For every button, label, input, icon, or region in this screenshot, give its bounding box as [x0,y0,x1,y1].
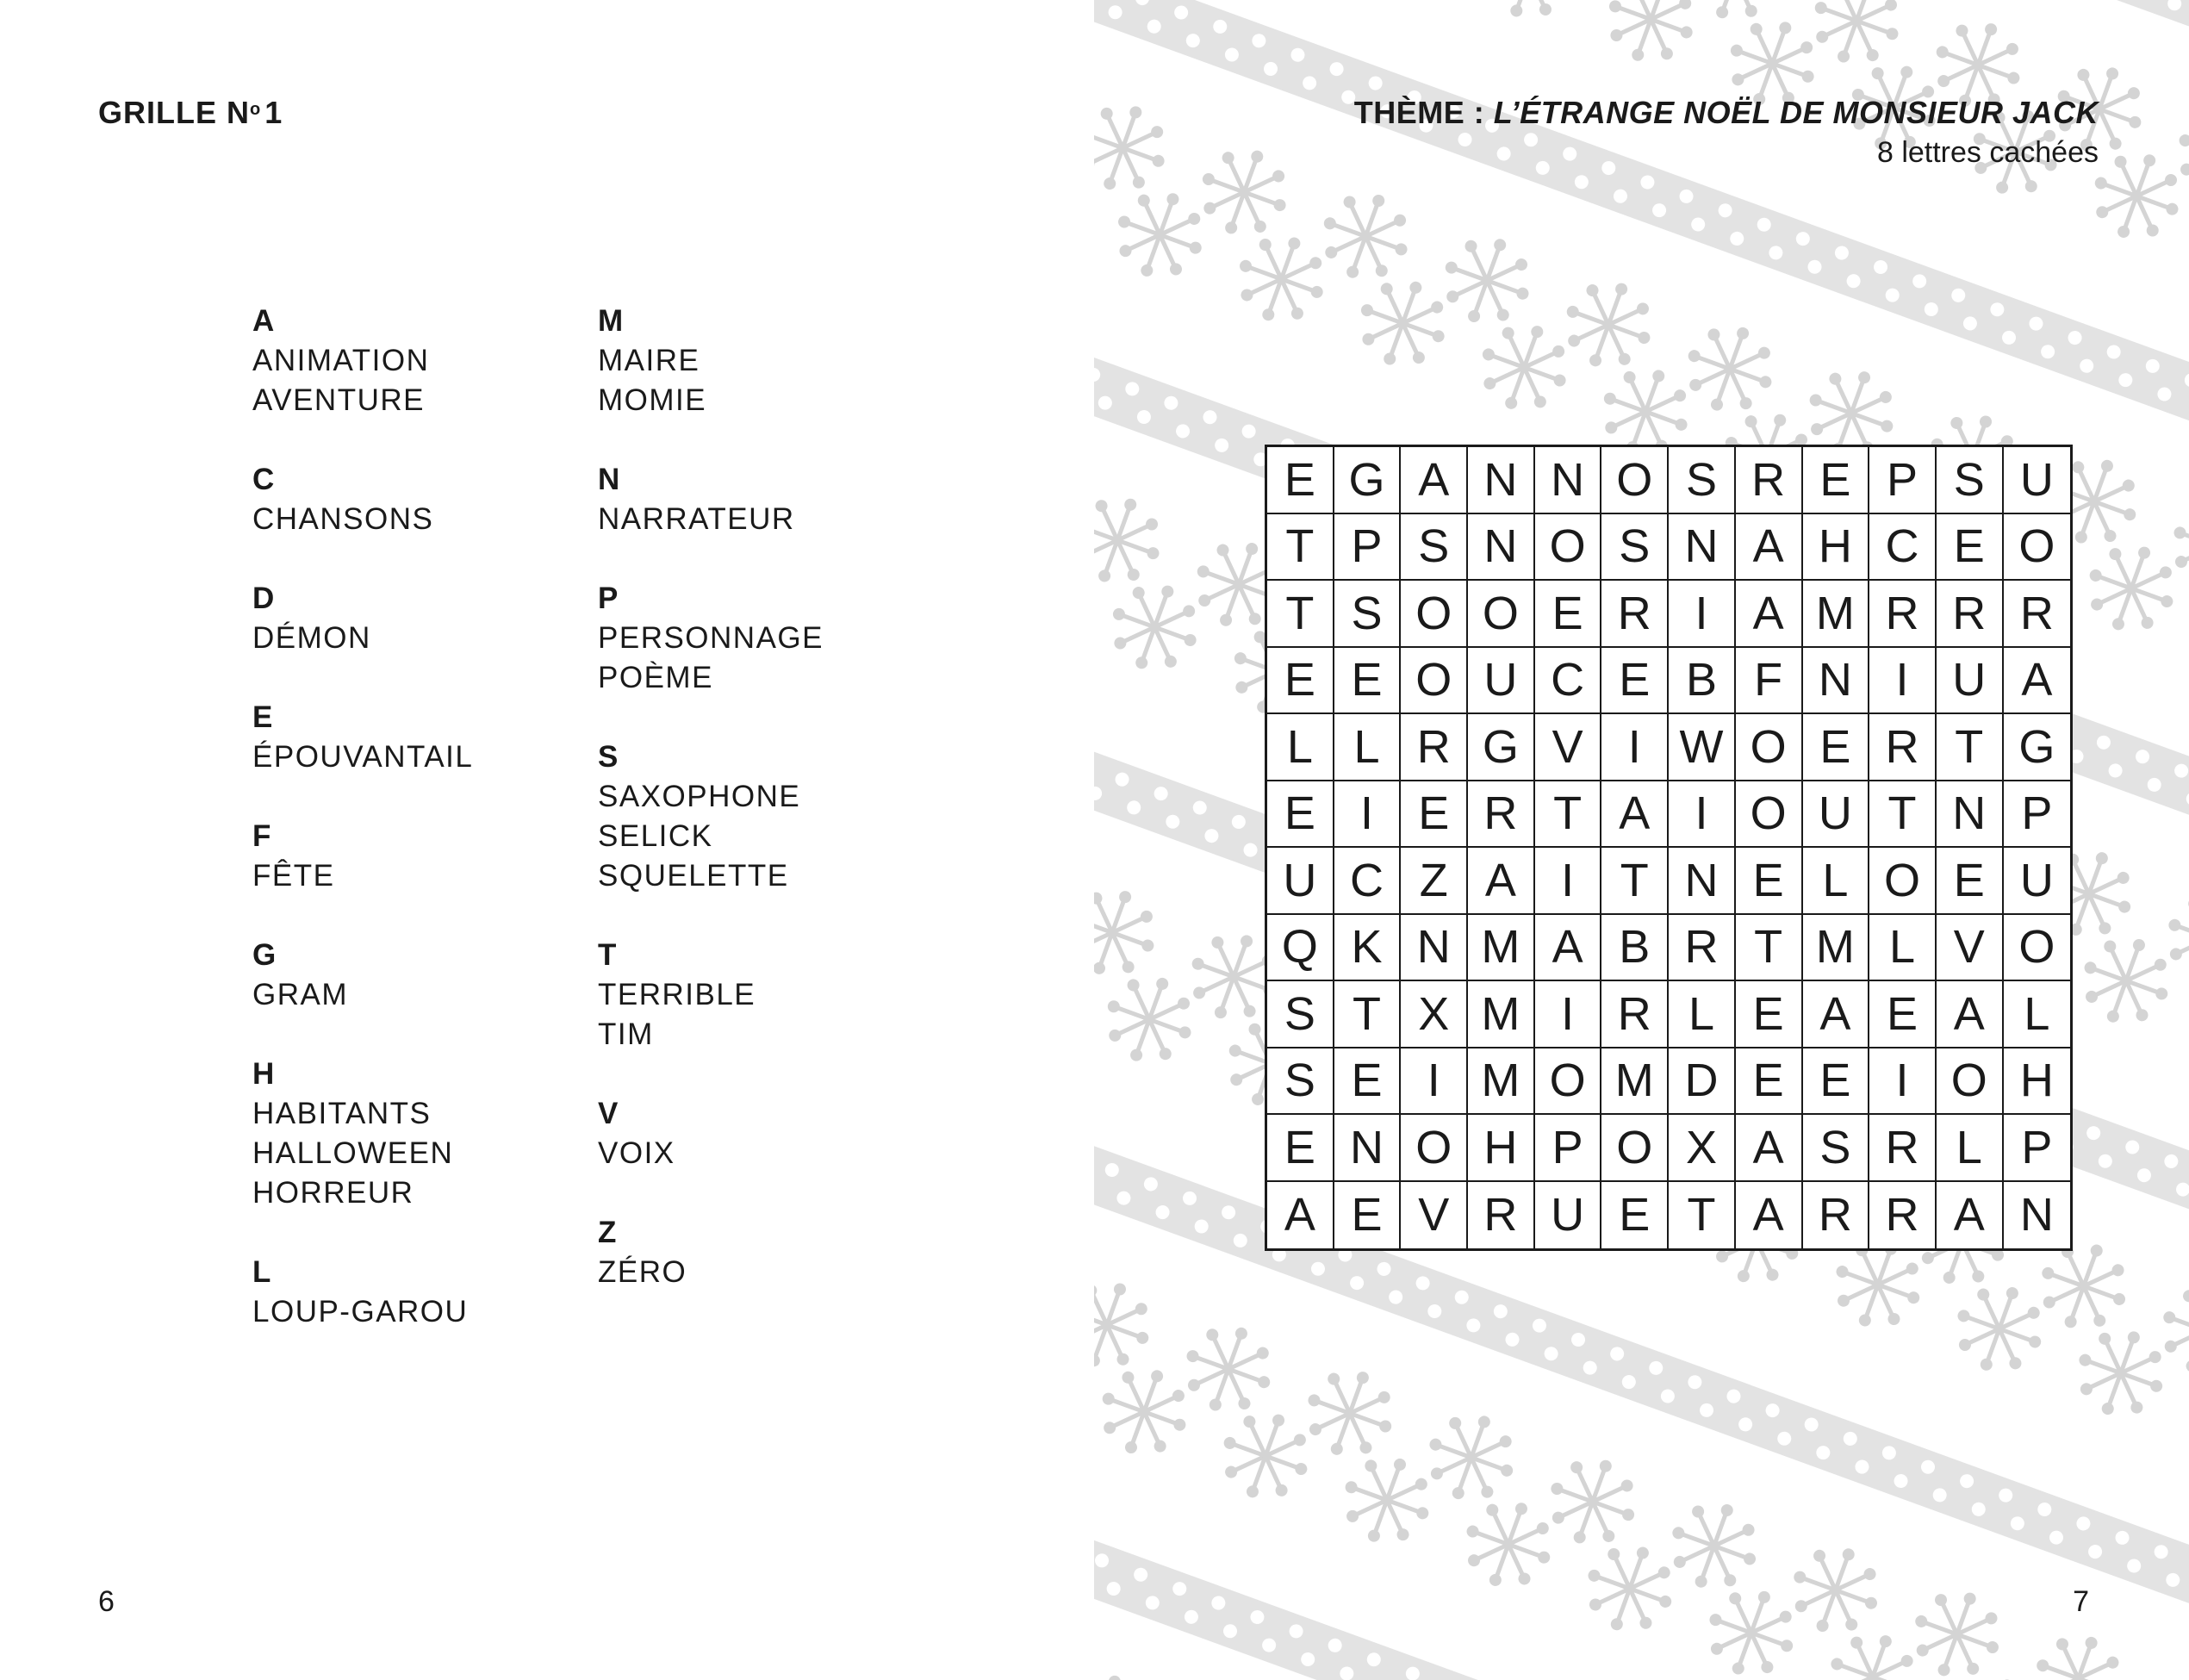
word-item: TERRIBLE [598,978,756,1011]
word-item: ÉPOUVANTAIL [252,740,474,774]
snowflake-icon [1309,180,1422,293]
grid-cell: M [1803,581,1870,648]
word-item: MAIRE [598,344,700,377]
snowflake-icon [1094,1355,1200,1468]
word-group-s [598,737,824,896]
grid-cell: T [1736,915,1803,982]
grid-cell: O [1468,581,1535,648]
grid-cell: E [1869,981,1937,1048]
page-number-left: 6 [98,1585,115,1618]
word-group-c [252,460,473,539]
grid-cell: N [1937,781,2004,849]
grid-cell: I [1869,648,1937,715]
grid-cell: E [1736,1048,1803,1116]
grid-cell: L [2004,981,2071,1048]
snowflake-icon [1468,311,1581,424]
grid-cell: E [1803,447,1870,514]
word-group-e [252,698,473,777]
word-item: NARRATEUR [598,502,795,536]
word-item: SELICK [598,819,713,853]
grid-cell: E [1937,848,2004,915]
grid-cell: N [1535,447,1602,514]
grid-title-prefix: GRILLE N [98,95,250,130]
word-group-h [252,1055,473,1213]
grid-cell: T [1869,781,1937,849]
grid-cell: I [1535,981,1602,1048]
grid-cell: B [1601,915,1669,982]
snowflake-icon [1473,0,1586,31]
grid-cell: I [1535,848,1602,915]
grid-cell: L [1803,848,1870,915]
grid-cell: O [1601,447,1669,514]
word-item: GRAM [252,978,348,1011]
grid-cell: N [1669,514,1736,582]
word-item: FÊTE [252,859,335,893]
grid-cell: L [1937,1115,2004,1182]
word-item: PERSONNAGE [598,621,824,655]
grid-cell: S [1267,1048,1334,1116]
grid-cell: E [1736,981,1803,1048]
snowflake-icon [2186,1361,2189,1474]
word-list-column-2 [598,302,824,1332]
grid-cell: O [2004,514,2071,582]
grid-cell: E [1803,714,1870,781]
snowflake-icon [2154,881,2189,994]
grid-cell: U [1937,648,2004,715]
theme-title: L’ÉTRANGE NOËL DE MONSIEUR JACK [1493,95,2099,130]
snowflake-icon [1225,222,1338,335]
word-group-m [598,302,824,420]
grid-cell: Z [1401,848,1468,915]
snowflake-icon [1104,178,1216,291]
word-group-letter: D [252,582,275,615]
grid-cell: R [1601,581,1669,648]
grid-cell: U [1803,781,1870,849]
word-group-z [598,1213,824,1292]
grid-cell: M [1601,1048,1669,1116]
grid-cell: A [1736,1182,1803,1249]
hidden-letters-count: 8 lettres cachées [1876,136,2099,169]
grid-cell: U [2004,848,2071,915]
grid-cell: R [1601,981,1669,1048]
grid-cell: T [1267,514,1334,582]
word-item: SQUELETTE [598,859,789,893]
grid-cell: E [1334,1048,1402,1116]
grid-cell: U [1267,848,1334,915]
word-item: CHANSONS [252,502,434,536]
grid-cell: R [1736,447,1803,514]
snowflake-icon [1900,1578,2013,1680]
word-group-letter: N [598,463,620,496]
word-group-letter: T [598,938,617,972]
snowflake-icon [1695,1577,1807,1680]
grid-cell: N [1468,514,1535,582]
theme-line [1354,93,2099,133]
word-item: SAXOPHONE [598,780,801,813]
grid-cell: O [1937,1048,2004,1116]
snowflake-icon [2070,924,2183,1037]
snowflake-icon [1094,1268,1163,1381]
word-group-a [252,302,473,420]
word-group-letter: V [598,1097,619,1130]
word-group-letter: G [252,938,277,972]
word-group-t [598,936,824,1055]
grid-cell: S [1937,447,2004,514]
snowflake-icon [1943,1272,2055,1385]
grid-cell: H [1468,1115,1535,1182]
grid-cell: I [1869,1048,1937,1116]
theme-header [1354,93,2099,172]
grid-cell: R [1669,915,1736,982]
word-group-v [598,1094,824,1173]
grid-cell: R [1468,781,1535,849]
grid-cell: E [1267,447,1334,514]
grid-cell: E [1267,781,1334,849]
grid-cell: T [1535,781,1602,849]
word-group-letter: F [252,819,271,853]
grid-cell: H [2004,1048,2071,1116]
grid-cell: E [1601,1182,1669,1249]
snowflake-icon [2149,1274,2189,1387]
grid-cell: Q [1267,915,1334,982]
snowflake-icon [1098,571,1211,684]
snowflake-icon [1452,1488,1565,1601]
grid-cell: P [1869,447,1937,514]
word-item: POÈME [598,661,713,694]
grid-cell: E [1334,1182,1402,1249]
grid-cell: P [1334,514,1402,582]
snowflake-icon [1346,267,1459,380]
snowflake-icon [2064,1316,2177,1429]
grid-cell: A [1267,1182,1334,1249]
grid-cell: A [2004,648,2071,715]
snowflake-icon [1210,1400,1322,1513]
snowflake-icon [1536,1446,1649,1559]
grid-cell: E [1736,848,1803,915]
snowflake-icon [2143,1666,2189,1680]
word-item: HABITANTS [252,1097,432,1130]
grid-cell: P [2004,781,2071,849]
snowflake-icon [2022,1622,2135,1680]
grid-cell: L [1334,714,1402,781]
grid-cell: T [1334,981,1402,1048]
grid-cell: R [1869,581,1937,648]
word-group-g [252,936,473,1015]
grid-cell: O [1401,648,1468,715]
grid-cell: U [1468,648,1535,715]
grid-cell: E [1267,648,1334,715]
word-group-letter: S [598,740,619,774]
word-list-column-1 [252,302,473,1372]
grid-cell: N [1803,648,1870,715]
grid-cell: A [1803,981,1870,1048]
snowflake-icon [1172,1313,1285,1426]
grid-cell: V [1535,714,1602,781]
snowflake-icon [1679,0,1792,33]
snowflake-icon [1657,1490,1770,1602]
left-page [0,0,1094,1680]
grid-cell: E [1267,1115,1334,1182]
snowflake-icon [1188,136,1301,249]
grid-cell: M [1468,1048,1535,1116]
grid-cell: N [1401,915,1468,982]
theme-label: THÈME : [1353,95,1494,130]
word-item: ANIMATION [252,344,430,377]
snowflake-icon [1816,1621,1929,1680]
word-group-f [252,817,473,896]
snowflake-icon [1800,0,1913,78]
word-item: MOMIE [598,383,707,417]
grid-cell: N [1669,848,1736,915]
grid-cell: R [1869,1115,1937,1182]
word-group-d [252,579,473,658]
word-item: ZÉRO [598,1255,687,1289]
grid-cell: X [1401,981,1468,1048]
snowflake-icon [1094,1661,1158,1680]
snowflake-icon [1779,1534,1892,1646]
grid-cell: B [1669,648,1736,715]
snowflake-icon [1094,484,1174,597]
grid-cell: S [1267,981,1334,1048]
snowflake-icon [1573,1533,1686,1646]
grid-cell: O [1535,1048,1602,1116]
snowflake-icon [1331,1444,1444,1557]
grid-cell: O [1535,514,1602,582]
grid-cell: I [1401,1048,1468,1116]
snowflake-icon [2159,489,2189,602]
snowflake-icon [1094,91,1179,204]
grid-cell: G [1468,714,1535,781]
grid-cell: E [1937,514,2004,582]
grid-cell: L [1267,714,1334,781]
grid-title [98,95,283,131]
grid-cell: E [1601,648,1669,715]
snowflake-icon [1552,269,1665,382]
word-item: HORREUR [252,1176,414,1210]
grid-cell: R [1937,581,2004,648]
snowflake-icon [1094,134,1095,247]
grid-cell: O [1401,581,1468,648]
grid-cell: H [1803,514,1870,582]
grid-cell: I [1334,781,1402,849]
grid-cell: O [2004,915,2071,982]
grid-cell: T [1937,714,2004,781]
grid-cell: P [1535,1115,1602,1182]
grid-cell: A [1468,848,1535,915]
word-group-letter: H [252,1057,275,1091]
grid-cell: G [2004,714,2071,781]
grid-cell: R [2004,581,2071,648]
word-group-l [252,1253,473,1332]
snowflake-icon [1595,0,1707,76]
grid-cell: V [1401,1182,1468,1249]
word-group-letter: E [252,700,273,734]
grid-cell: N [1468,447,1535,514]
grid-cell: A [1736,1115,1803,1182]
word-item: TIM [598,1017,654,1051]
grid-cell: L [1669,981,1736,1048]
grid-cell: T [1601,848,1669,915]
grid-cell: W [1669,714,1736,781]
grid-cell: R [1401,714,1468,781]
grid-cell: F [1736,648,1803,715]
word-item: VOIX [598,1136,675,1170]
word-group-letter: L [252,1255,271,1289]
grid-cell: O [1401,1115,1468,1182]
grid-cell: A [1937,981,2004,1048]
snowflake-icon [1293,1357,1406,1470]
grid-cell: N [2019,1189,2054,1241]
grid-cell: R [1869,714,1937,781]
snowflake-icon [1937,1664,2050,1680]
grid-cell: C [1535,648,1602,715]
word-group-n [598,460,824,539]
grid-cell: R [1803,1182,1870,1249]
grid-cell: S [1669,447,1736,514]
grid-cell: A [1736,514,1803,582]
grid-cell: A [1736,581,1803,648]
grid-cell: S [1401,514,1468,582]
grid-cell: A [1401,447,1468,514]
grid-cell: A [1601,781,1669,849]
grid-cell: O [1736,714,1803,781]
grid-cell: O [1869,848,1937,915]
grid-cell: U [1535,1182,1602,1249]
grid-cell: E [1334,648,1402,715]
grid-cell: X [1669,1115,1736,1182]
grid-cell: C [1334,848,1402,915]
grid-cell: I [1601,714,1669,781]
word-group-letter: A [252,304,275,338]
grid-cell: G [1334,447,1402,514]
word-group-letter: P [598,582,619,615]
word-item: AVENTURE [252,383,425,417]
snowflake-icon [1094,876,1168,989]
grid-cell: R [1468,1182,1535,1249]
word-group-letter: Z [598,1216,617,1249]
grid-cell: M [1468,915,1535,982]
snowflake-icon [1674,313,1787,426]
word-group-letter: M [598,304,624,338]
grid-cell: M [1803,915,1870,982]
grid-cell: P [2004,1115,2071,1182]
grid-cell: S [1601,514,1669,582]
grid-cell: T [1267,581,1334,648]
grid-cell: S [1334,581,1402,648]
snowflake-icon [2075,532,2188,645]
grid-cell: L [1869,915,1937,982]
grid-cell: I [1669,581,1736,648]
grid-cell: R [1869,1182,1937,1249]
grid-cell: E [1535,581,1602,648]
grid-cell: A [1535,915,1602,982]
grid-number: 1 [264,95,283,130]
grid-cell: T [1669,1182,1736,1249]
grid-cell: M [1468,981,1535,1048]
grid-cell: A [1937,1182,2004,1249]
word-item: LOUP-GAROU [252,1295,469,1328]
grid-title-superscript: o [250,100,262,119]
page-number-right: 7 [2073,1585,2089,1618]
grid-cell: E [1803,1048,1870,1116]
snowflake-icon [1094,963,1206,1076]
grid-cell: E [1401,781,1468,849]
grid-cell: D [1669,1048,1736,1116]
word-group-letter: C [252,463,275,496]
grid-cell: V [1937,915,2004,982]
grid-cell: C [1869,514,1937,582]
word-group-p [598,579,824,698]
snowflake-icon [1431,224,1544,337]
grid-cell: U [2004,447,2071,514]
word-item: HALLOWEEN [252,1136,454,1170]
snowflake-icon [1415,1401,1527,1514]
grid-cell: I [1669,781,1736,849]
grid-cell: N [1334,1115,1402,1182]
grid-cell: O [1736,781,1803,849]
grid-cell: K [1334,915,1402,982]
snowflake-icon [2165,97,2189,210]
grid-cell: O [1601,1115,1669,1182]
word-search-grid [1265,445,2073,1251]
word-item: DÉMON [252,621,371,655]
grid-cell: S [1803,1115,1870,1182]
